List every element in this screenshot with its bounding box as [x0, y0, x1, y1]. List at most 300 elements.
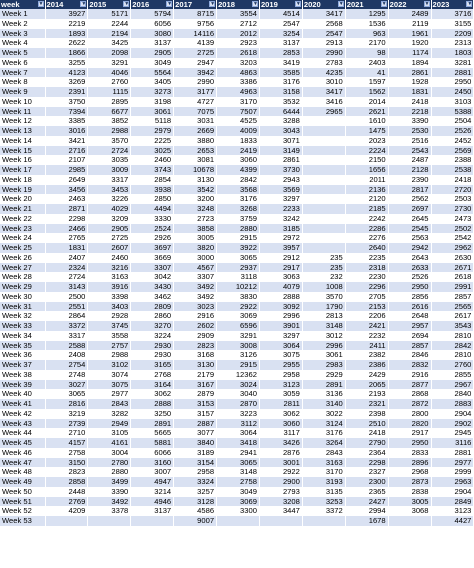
- week-label-cell[interactable]: Week 26: [0, 253, 45, 263]
- value-cell[interactable]: 3226: [88, 194, 131, 204]
- value-cell[interactable]: 3570: [88, 136, 131, 146]
- value-cell[interactable]: 2754: [45, 360, 88, 370]
- value-cell[interactable]: 2724: [45, 272, 88, 282]
- value-cell[interactable]: 2407: [45, 253, 88, 263]
- value-cell[interactable]: [45, 516, 88, 526]
- value-cell[interactable]: 2888: [131, 399, 174, 409]
- value-cell[interactable]: 3016: [45, 126, 88, 136]
- value-cell[interactable]: 3042: [131, 272, 174, 282]
- value-cell[interactable]: 3064: [217, 428, 260, 438]
- value-cell[interactable]: 2224: [345, 146, 388, 156]
- value-cell[interactable]: [302, 155, 345, 165]
- value-cell[interactable]: 4514: [259, 9, 302, 19]
- week-label-cell[interactable]: Week 51: [0, 497, 45, 507]
- value-cell[interactable]: 3307: [131, 263, 174, 273]
- value-cell[interactable]: 3040: [217, 389, 260, 399]
- value-cell[interactable]: 3542: [174, 185, 217, 195]
- value-cell[interactable]: 3324: [174, 477, 217, 487]
- value-cell[interactable]: 3130: [174, 175, 217, 185]
- value-cell[interactable]: 2900: [259, 477, 302, 487]
- value-cell[interactable]: 2543: [388, 146, 431, 156]
- value-cell[interactable]: 2391: [45, 87, 88, 97]
- value-cell[interactable]: 2418: [431, 175, 474, 185]
- value-cell[interactable]: 3297: [259, 194, 302, 204]
- value-cell[interactable]: 2206: [345, 311, 388, 321]
- value-cell[interactable]: 3059: [259, 389, 302, 399]
- value-cell[interactable]: 2838: [388, 487, 431, 497]
- value-cell[interactable]: 3068: [388, 506, 431, 516]
- value-cell[interactable]: 2757: [88, 341, 131, 351]
- value-cell[interactable]: 3585: [259, 68, 302, 78]
- value-cell[interactable]: 1536: [345, 19, 388, 29]
- value-cell[interactable]: 3499: [88, 477, 131, 487]
- value-cell[interactable]: 2697: [388, 204, 431, 214]
- value-cell[interactable]: [302, 116, 345, 126]
- value-cell[interactable]: 3023: [174, 302, 217, 312]
- value-cell[interactable]: 3008: [217, 341, 260, 351]
- value-cell[interactable]: 3426: [259, 438, 302, 448]
- value-cell[interactable]: 3569: [259, 185, 302, 195]
- value-cell[interactable]: 3453: [88, 185, 131, 195]
- value-cell[interactable]: 4046: [88, 68, 131, 78]
- value-cell[interactable]: 1295: [345, 9, 388, 19]
- value-cell[interactable]: 2768: [131, 370, 174, 380]
- value-cell[interactable]: 2618: [431, 272, 474, 282]
- value-cell[interactable]: 2418: [345, 428, 388, 438]
- value-cell[interactable]: 2840: [431, 389, 474, 399]
- value-cell[interactable]: 3118: [217, 272, 260, 282]
- value-cell[interactable]: 2617: [431, 311, 474, 321]
- value-cell[interactable]: 2972: [259, 233, 302, 243]
- value-cell[interactable]: 3137: [131, 506, 174, 516]
- value-cell[interactable]: 3273: [131, 87, 174, 97]
- value-cell[interactable]: 2120: [345, 194, 388, 204]
- value-cell[interactable]: 2382: [345, 350, 388, 360]
- value-cell[interactable]: 2813: [302, 311, 345, 321]
- value-cell[interactable]: 2448: [45, 487, 88, 497]
- value-cell[interactable]: 2880: [217, 224, 260, 234]
- value-cell[interactable]: 2930: [131, 350, 174, 360]
- value-cell[interactable]: 3137: [131, 38, 174, 48]
- value-cell[interactable]: 2136: [345, 185, 388, 195]
- value-cell[interactable]: 2705: [345, 292, 388, 302]
- week-label-cell[interactable]: Week 30: [0, 292, 45, 302]
- value-cell[interactable]: 2999: [431, 467, 474, 477]
- value-cell[interactable]: 2671: [431, 263, 474, 273]
- week-label-cell[interactable]: Week 12: [0, 116, 45, 126]
- value-cell[interactable]: [259, 516, 302, 526]
- value-cell[interactable]: 3421: [45, 136, 88, 146]
- value-cell[interactable]: 3419: [259, 58, 302, 68]
- value-cell[interactable]: [302, 126, 345, 136]
- value-cell[interactable]: 2790: [345, 438, 388, 448]
- value-cell[interactable]: 3103: [431, 97, 474, 107]
- week-label-cell[interactable]: Week 43: [0, 419, 45, 429]
- value-cell[interactable]: [302, 204, 345, 214]
- value-cell[interactable]: 3255: [45, 58, 88, 68]
- value-cell[interactable]: 2887: [174, 419, 217, 429]
- value-cell[interactable]: 3281: [431, 58, 474, 68]
- value-cell[interactable]: 3216: [88, 263, 131, 273]
- value-cell[interactable]: 98: [345, 48, 388, 58]
- value-cell[interactable]: 3005: [174, 233, 217, 243]
- value-cell[interactable]: 2648: [388, 311, 431, 321]
- value-cell[interactable]: 2633: [388, 263, 431, 273]
- value-cell[interactable]: 2242: [345, 214, 388, 224]
- value-cell[interactable]: 6056: [131, 19, 174, 29]
- filter-dropdown-icon[interactable]: ▼: [338, 1, 344, 7]
- value-cell[interactable]: 2398: [345, 409, 388, 419]
- column-header-9[interactable]: [388, 0, 431, 9]
- value-cell[interactable]: 1894: [388, 58, 431, 68]
- value-cell[interactable]: 3416: [302, 97, 345, 107]
- value-cell[interactable]: 3378: [88, 506, 131, 516]
- value-cell[interactable]: 1115: [88, 87, 131, 97]
- value-cell[interactable]: 3386: [217, 77, 260, 87]
- week-label-cell[interactable]: Week 22: [0, 214, 45, 224]
- filter-dropdown-icon[interactable]: ▼: [167, 1, 173, 7]
- value-cell[interactable]: 3049: [131, 58, 174, 68]
- value-cell[interactable]: 3043: [259, 126, 302, 136]
- value-cell[interactable]: 2979: [131, 126, 174, 136]
- value-cell[interactable]: 2977: [431, 458, 474, 468]
- value-cell[interactable]: 3317: [88, 175, 131, 185]
- value-cell[interactable]: 41: [345, 68, 388, 78]
- value-cell[interactable]: [302, 194, 345, 204]
- value-cell[interactable]: 2957: [388, 321, 431, 331]
- value-cell[interactable]: 3092: [259, 302, 302, 312]
- value-cell[interactable]: 3300: [217, 506, 260, 516]
- value-cell[interactable]: 4079: [259, 282, 302, 292]
- week-label-cell[interactable]: Week 52: [0, 506, 45, 516]
- value-cell[interactable]: 4863: [217, 68, 260, 78]
- value-cell[interactable]: 2565: [431, 302, 474, 312]
- value-cell[interactable]: 9756: [174, 19, 217, 29]
- value-cell[interactable]: 2943: [259, 175, 302, 185]
- week-label-cell[interactable]: Week 8: [0, 77, 45, 87]
- value-cell[interactable]: 3164: [131, 380, 174, 390]
- value-cell[interactable]: 2820: [388, 419, 431, 429]
- value-cell[interactable]: 2988: [88, 126, 131, 136]
- value-cell[interactable]: 2547: [259, 19, 302, 29]
- value-cell[interactable]: 2881: [431, 68, 474, 78]
- value-cell[interactable]: 2489: [388, 9, 431, 19]
- value-cell[interactable]: 2150: [345, 155, 388, 165]
- value-cell[interactable]: 2793: [259, 487, 302, 497]
- value-cell[interactable]: 5665: [131, 428, 174, 438]
- value-cell[interactable]: 1790: [302, 302, 345, 312]
- value-cell[interactable]: 3492: [88, 497, 131, 507]
- value-cell[interactable]: 2854: [131, 175, 174, 185]
- value-cell[interactable]: [302, 175, 345, 185]
- value-cell[interactable]: 2904: [431, 409, 474, 419]
- value-cell[interactable]: 2843: [302, 448, 345, 458]
- value-cell[interactable]: 4494: [131, 204, 174, 214]
- value-cell[interactable]: 3418: [217, 438, 260, 448]
- value-cell[interactable]: 2904: [431, 487, 474, 497]
- value-cell[interactable]: 3372: [45, 321, 88, 331]
- week-label-cell[interactable]: Week 21: [0, 204, 45, 214]
- value-cell[interactable]: 2871: [45, 204, 88, 214]
- value-cell[interactable]: 235: [302, 263, 345, 273]
- value-cell[interactable]: 3297: [259, 331, 302, 341]
- value-cell[interactable]: 3250: [131, 409, 174, 419]
- value-cell[interactable]: 3060: [217, 155, 260, 165]
- value-cell[interactable]: 3254: [259, 29, 302, 39]
- filter-dropdown-icon[interactable]: ▼: [381, 1, 387, 7]
- value-cell[interactable]: 2588: [45, 341, 88, 351]
- value-cell[interactable]: 2526: [431, 126, 474, 136]
- value-cell[interactable]: 2530: [388, 126, 431, 136]
- value-cell[interactable]: 1008: [302, 282, 345, 292]
- value-cell[interactable]: 4123: [45, 68, 88, 78]
- week-label-cell[interactable]: Week 36: [0, 350, 45, 360]
- value-cell[interactable]: 2895: [88, 97, 131, 107]
- value-cell[interactable]: 3219: [45, 409, 88, 419]
- value-cell[interactable]: 3168: [174, 350, 217, 360]
- value-cell[interactable]: 2880: [88, 467, 131, 477]
- week-label-cell[interactable]: Week 9: [0, 87, 45, 97]
- value-cell[interactable]: 1928: [388, 77, 431, 87]
- value-cell[interactable]: 2965: [302, 107, 345, 117]
- value-cell[interactable]: 3136: [302, 389, 345, 399]
- value-cell[interactable]: 3390: [88, 487, 131, 497]
- week-label-cell[interactable]: Week 2: [0, 19, 45, 29]
- value-cell[interactable]: 2503: [431, 194, 474, 204]
- value-cell[interactable]: 3117: [259, 428, 302, 438]
- value-cell[interactable]: 2941: [217, 448, 260, 458]
- value-cell[interactable]: 2994: [345, 506, 388, 516]
- week-label-cell[interactable]: Week 47: [0, 458, 45, 468]
- value-cell[interactable]: 2014: [345, 97, 388, 107]
- value-cell[interactable]: 2783: [302, 58, 345, 68]
- column-header-5[interactable]: [217, 0, 260, 9]
- value-cell[interactable]: 4946: [131, 497, 174, 507]
- week-label-cell[interactable]: Week 29: [0, 282, 45, 292]
- value-cell[interactable]: 2500: [45, 292, 88, 302]
- value-cell[interactable]: 2950: [431, 77, 474, 87]
- column-header-1[interactable]: [45, 0, 88, 9]
- value-cell[interactable]: 2466: [45, 224, 88, 234]
- value-cell[interactable]: 2967: [431, 380, 474, 390]
- value-cell[interactable]: 2194: [88, 29, 131, 39]
- value-cell[interactable]: 2616: [388, 302, 431, 312]
- value-cell[interactable]: 2881: [431, 448, 474, 458]
- value-cell[interactable]: 2926: [131, 233, 174, 243]
- week-label-cell[interactable]: Week 24: [0, 233, 45, 243]
- week-label-cell[interactable]: Week 39: [0, 380, 45, 390]
- value-cell[interactable]: 2542: [431, 233, 474, 243]
- value-cell[interactable]: 3203: [217, 58, 260, 68]
- value-cell[interactable]: 3417: [302, 9, 345, 19]
- value-cell[interactable]: 3492: [174, 282, 217, 292]
- value-cell[interactable]: 2913: [302, 38, 345, 48]
- value-cell[interactable]: 3224: [131, 331, 174, 341]
- value-cell[interactable]: 3189: [174, 448, 217, 458]
- value-cell[interactable]: 3743: [131, 165, 174, 175]
- value-cell[interactable]: 2463: [45, 194, 88, 204]
- week-label-cell[interactable]: Week 45: [0, 438, 45, 448]
- value-cell[interactable]: 2011: [345, 175, 388, 185]
- value-cell[interactable]: 3062: [131, 389, 174, 399]
- value-cell[interactable]: 2947: [174, 58, 217, 68]
- value-cell[interactable]: [302, 214, 345, 224]
- value-cell[interactable]: [217, 516, 260, 526]
- value-cell[interactable]: 2876: [259, 448, 302, 458]
- value-cell[interactable]: 2857: [388, 341, 431, 351]
- value-cell[interactable]: 2388: [431, 155, 474, 165]
- value-cell[interactable]: 3148: [302, 321, 345, 331]
- filter-dropdown-icon[interactable]: ▼: [210, 1, 216, 7]
- value-cell[interactable]: 2909: [174, 331, 217, 341]
- value-cell[interactable]: 2179: [174, 370, 217, 380]
- value-cell[interactable]: 2723: [174, 214, 217, 224]
- filter-dropdown-icon[interactable]: ▼: [252, 1, 258, 7]
- value-cell[interactable]: 2891: [131, 419, 174, 429]
- value-cell[interactable]: 2602: [174, 321, 217, 331]
- week-label-cell[interactable]: Week 32: [0, 311, 45, 321]
- value-cell[interactable]: 4947: [131, 477, 174, 487]
- value-cell[interactable]: 2855: [431, 370, 474, 380]
- value-cell[interactable]: 3880: [174, 136, 217, 146]
- value-cell[interactable]: 3462: [131, 292, 174, 302]
- value-cell[interactable]: 3022: [302, 409, 345, 419]
- value-cell[interactable]: 3901: [259, 321, 302, 331]
- value-cell[interactable]: 2219: [45, 19, 88, 29]
- value-cell[interactable]: 2460: [131, 155, 174, 165]
- value-cell[interactable]: 2233: [259, 204, 302, 214]
- value-cell[interactable]: 2929: [302, 370, 345, 380]
- week-label-cell[interactable]: Week 5: [0, 48, 45, 58]
- week-label-cell[interactable]: Week 18: [0, 175, 45, 185]
- value-cell[interactable]: 2739: [45, 419, 88, 429]
- value-cell[interactable]: 3061: [131, 107, 174, 117]
- value-cell[interactable]: 3253: [302, 497, 345, 507]
- value-cell[interactable]: 2225: [131, 136, 174, 146]
- value-cell[interactable]: 3062: [259, 409, 302, 419]
- value-cell[interactable]: 1475: [345, 126, 388, 136]
- value-cell[interactable]: 2922: [217, 302, 260, 312]
- value-cell[interactable]: 2905: [88, 224, 131, 234]
- week-label-cell[interactable]: Week 16: [0, 155, 45, 165]
- week-label-cell[interactable]: Week 7: [0, 68, 45, 78]
- value-cell[interactable]: [302, 224, 345, 234]
- value-cell[interactable]: 3425: [88, 38, 131, 48]
- week-label-cell[interactable]: Week 31: [0, 302, 45, 312]
- value-cell[interactable]: 3214: [131, 487, 174, 497]
- value-cell[interactable]: 5564: [131, 68, 174, 78]
- value-cell[interactable]: 2870: [217, 399, 260, 409]
- value-cell[interactable]: 1831: [388, 87, 431, 97]
- value-cell[interactable]: 3009: [88, 165, 131, 175]
- value-cell[interactable]: 1803: [431, 48, 474, 58]
- value-cell[interactable]: 3116: [431, 438, 474, 448]
- value-cell[interactable]: 3242: [259, 214, 302, 224]
- value-cell[interactable]: 2450: [431, 87, 474, 97]
- value-cell[interactable]: 2915: [217, 360, 260, 370]
- value-cell[interactable]: 14116: [174, 29, 217, 39]
- value-cell[interactable]: [302, 233, 345, 243]
- value-cell[interactable]: 2408: [45, 350, 88, 360]
- value-cell[interactable]: 2452: [431, 136, 474, 146]
- value-cell[interactable]: 3916: [88, 282, 131, 292]
- value-cell[interactable]: 2712: [217, 19, 260, 29]
- value-cell[interactable]: 2765: [45, 233, 88, 243]
- value-cell[interactable]: 2324: [45, 263, 88, 273]
- filter-dropdown-icon[interactable]: ▼: [38, 1, 44, 7]
- value-cell[interactable]: 3177: [174, 87, 217, 97]
- column-header-7[interactable]: [302, 0, 345, 9]
- value-cell[interactable]: 2429: [345, 370, 388, 380]
- value-cell[interactable]: 2421: [345, 321, 388, 331]
- value-cell[interactable]: 2996: [259, 311, 302, 321]
- value-cell[interactable]: 2460: [88, 253, 131, 263]
- value-cell[interactable]: 2769: [45, 497, 88, 507]
- value-cell[interactable]: 2864: [45, 311, 88, 321]
- value-cell[interactable]: 3176: [217, 194, 260, 204]
- value-cell[interactable]: 2810: [431, 350, 474, 360]
- week-label-cell[interactable]: Week 38: [0, 370, 45, 380]
- value-cell[interactable]: 4525: [217, 116, 260, 126]
- value-cell[interactable]: 2832: [388, 360, 431, 370]
- value-cell[interactable]: 3112: [217, 419, 260, 429]
- value-cell[interactable]: 3282: [88, 409, 131, 419]
- value-cell[interactable]: 3061: [302, 350, 345, 360]
- week-label-cell[interactable]: Week 37: [0, 360, 45, 370]
- value-cell[interactable]: 3170: [217, 97, 260, 107]
- week-label-cell[interactable]: Week 15: [0, 146, 45, 156]
- week-label-cell[interactable]: Week 1: [0, 9, 45, 19]
- value-cell[interactable]: 3430: [131, 282, 174, 292]
- value-cell[interactable]: 2298: [345, 458, 388, 468]
- value-cell[interactable]: 3167: [174, 380, 217, 390]
- value-cell[interactable]: 2748: [45, 370, 88, 380]
- value-cell[interactable]: 5794: [131, 9, 174, 19]
- value-cell[interactable]: [302, 146, 345, 156]
- value-cell[interactable]: 2915: [217, 233, 260, 243]
- value-cell[interactable]: 4235: [302, 68, 345, 78]
- column-header-2[interactable]: [88, 0, 131, 9]
- column-header-0[interactable]: [0, 0, 45, 9]
- value-cell[interactable]: 2996: [302, 341, 345, 351]
- value-cell[interactable]: 3065: [217, 458, 260, 468]
- value-cell[interactable]: 2991: [431, 282, 474, 292]
- column-header-3[interactable]: [131, 0, 174, 9]
- value-cell[interactable]: 3069: [217, 311, 260, 321]
- value-cell[interactable]: 2850: [131, 194, 174, 204]
- value-cell[interactable]: 3858: [174, 224, 217, 234]
- value-cell[interactable]: 2720: [431, 185, 474, 195]
- value-cell[interactable]: 2630: [431, 253, 474, 263]
- value-cell[interactable]: 3570: [302, 292, 345, 302]
- value-cell[interactable]: 3840: [174, 438, 217, 448]
- value-cell[interactable]: 2411: [345, 341, 388, 351]
- value-cell[interactable]: 2669: [174, 126, 217, 136]
- value-cell[interactable]: [302, 136, 345, 146]
- value-cell[interactable]: 3025: [131, 146, 174, 156]
- value-cell[interactable]: 3264: [302, 438, 345, 448]
- value-cell[interactable]: 3248: [174, 204, 217, 214]
- value-cell[interactable]: 3071: [259, 136, 302, 146]
- filter-dropdown-icon[interactable]: ▼: [295, 1, 301, 7]
- value-cell[interactable]: 4567: [174, 263, 217, 273]
- value-cell[interactable]: 2873: [388, 477, 431, 487]
- value-cell[interactable]: 2955: [259, 360, 302, 370]
- value-cell[interactable]: 3820: [174, 243, 217, 253]
- value-cell[interactable]: 3075: [259, 350, 302, 360]
- value-cell[interactable]: 3291: [217, 331, 260, 341]
- value-cell[interactable]: 3128: [174, 497, 217, 507]
